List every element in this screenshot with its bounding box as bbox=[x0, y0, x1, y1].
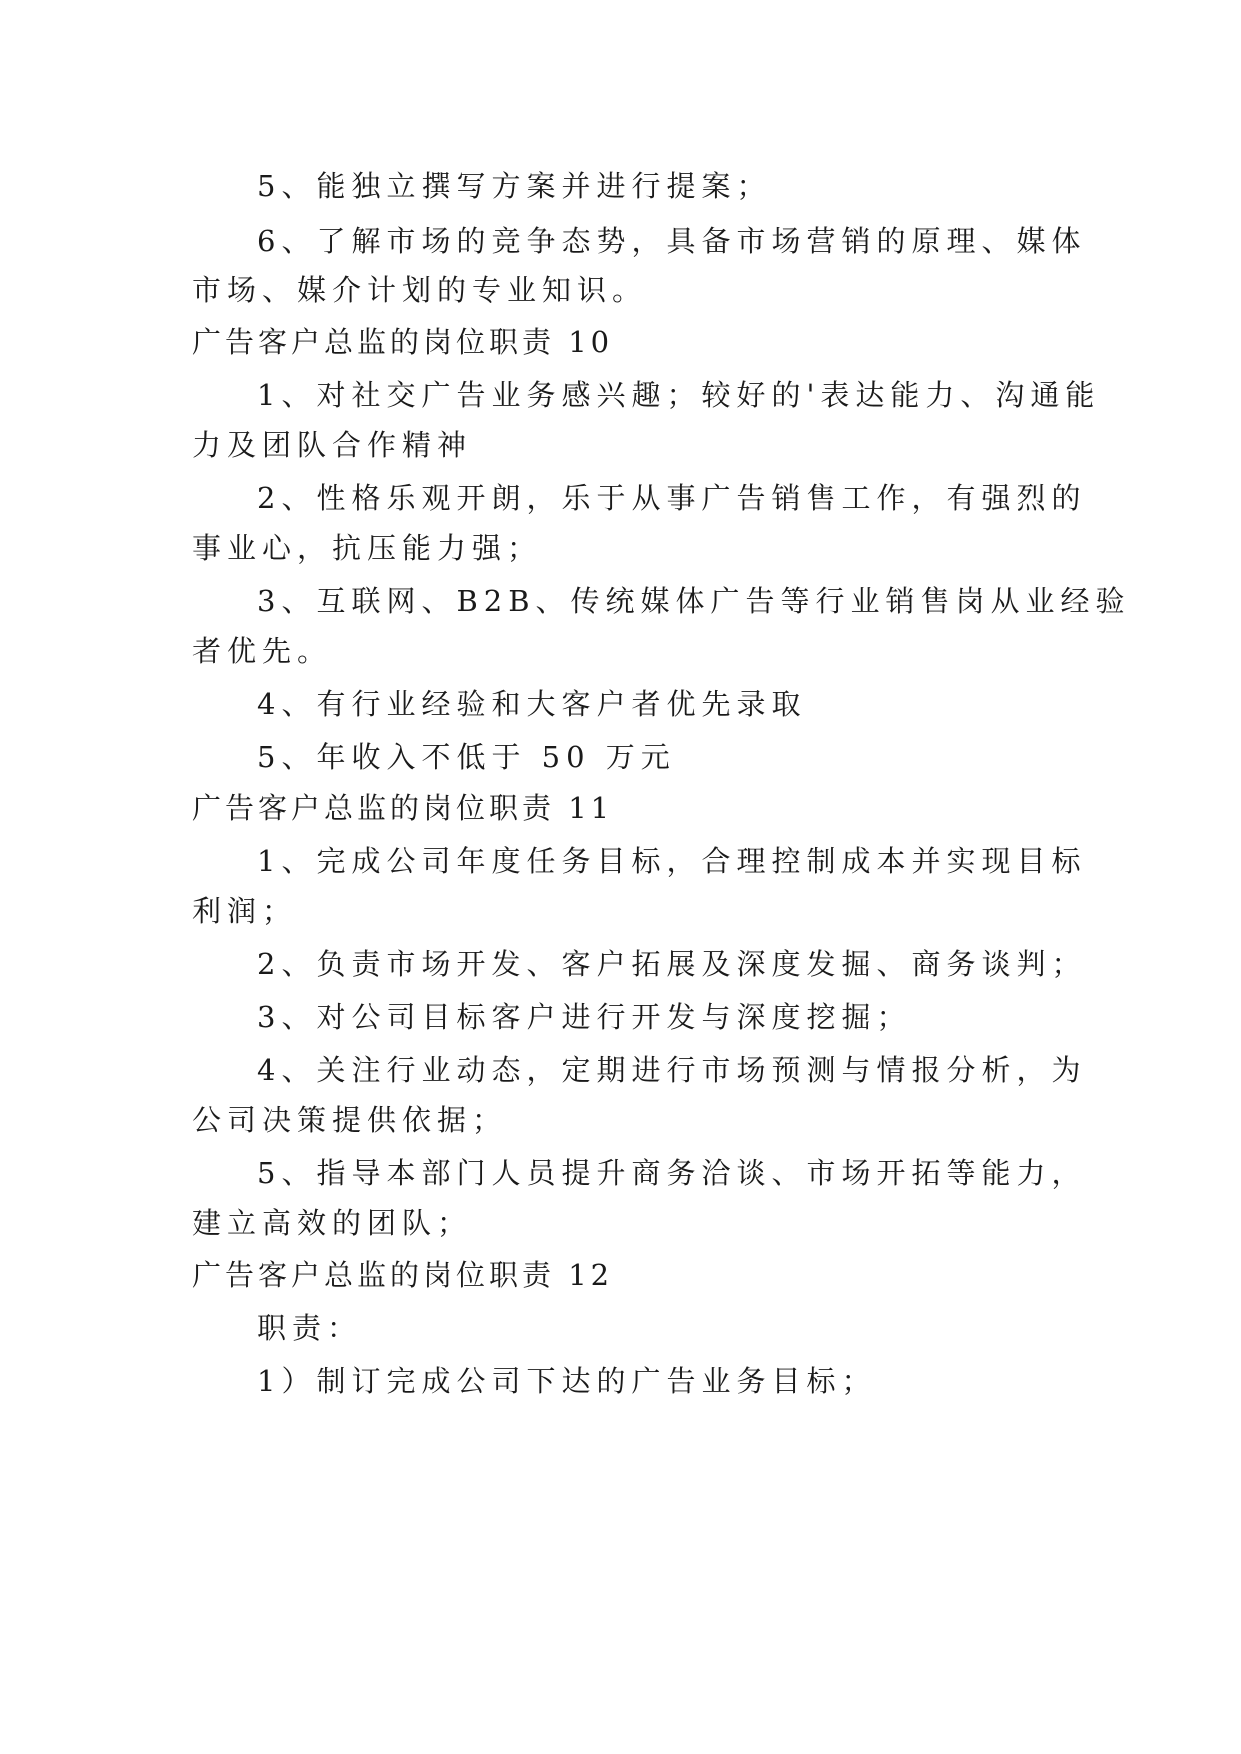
list-item: 5、年收入不低于 50 万元 bbox=[257, 740, 676, 774]
list-item-continuation: 利润； bbox=[192, 894, 298, 928]
list-item: 1、对社交广告业务感兴趣；较好的'表达能力、沟通能 bbox=[257, 378, 1101, 412]
section-heading: 广告客户总监的岗位职责 12 bbox=[192, 1258, 614, 1292]
list-item: 2、负责市场开发、客户拓展及深度发掘、商务谈判； bbox=[257, 947, 1087, 981]
list-item: 6、了解市场的竞争态势，具备市场营销的原理、媒体 bbox=[257, 224, 1087, 258]
list-item: 1、完成公司年度任务目标，合理控制成本并实现目标 bbox=[257, 844, 1087, 878]
list-item-continuation: 力及团队合作精神 bbox=[192, 428, 473, 462]
list-item: 3、对公司目标客户进行开发与深度挖掘； bbox=[257, 1000, 912, 1034]
list-item: 1）制订完成公司下达的广告业务目标； bbox=[257, 1364, 877, 1398]
list-item-continuation: 者优先。 bbox=[192, 634, 333, 668]
list-item: 4、关注行业动态，定期进行市场预测与情报分析，为 bbox=[257, 1053, 1087, 1087]
list-item-continuation: 事业心，抗压能力强； bbox=[192, 531, 543, 565]
list-item: 2、性格乐观开朗，乐于从事广告销售工作，有强烈的 bbox=[257, 481, 1087, 515]
list-item: 3、互联网、B2B、传统媒体广告等行业销售岗从业经验 bbox=[257, 584, 1131, 618]
subheading: 职责： bbox=[257, 1311, 363, 1345]
section-heading: 广告客户总监的岗位职责 10 bbox=[192, 325, 614, 359]
section-heading: 广告客户总监的岗位职责 11 bbox=[192, 791, 614, 825]
list-item-continuation: 市场、媒介计划的专业知识。 bbox=[192, 273, 648, 307]
list-item: 5、指导本部门人员提升商务洽谈、市场开拓等能力， bbox=[257, 1156, 1087, 1190]
list-item-continuation: 公司决策提供依据； bbox=[192, 1103, 508, 1137]
list-item: 5、能独立撰写方案并进行提案； bbox=[257, 169, 772, 203]
list-item: 4、有行业经验和大客户者优先录取 bbox=[257, 687, 807, 721]
list-item-continuation: 建立高效的团队； bbox=[192, 1206, 473, 1240]
